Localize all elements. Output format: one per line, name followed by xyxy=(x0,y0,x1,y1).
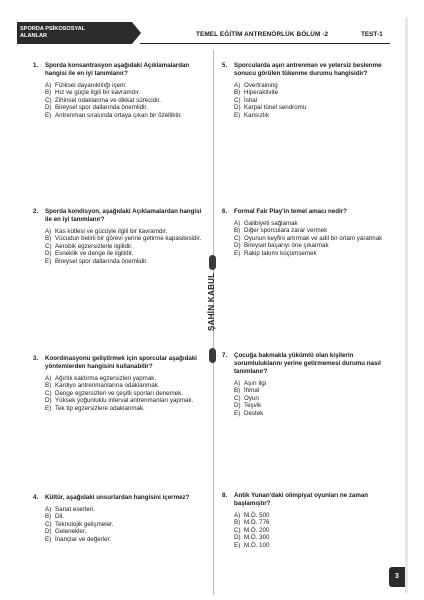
option-letter: D) xyxy=(45,250,52,258)
options-list xyxy=(222,380,392,417)
options-list xyxy=(33,82,203,119)
option-text: Tek tip egzersizlere odaklanmak. xyxy=(55,404,145,412)
option-text: Fiziksel dayanıklılığı içerir. xyxy=(55,82,127,89)
option-text: Oyun xyxy=(244,394,259,402)
option[interactable] xyxy=(45,235,203,242)
option-letter: C) xyxy=(45,242,52,250)
page-number: 3 xyxy=(389,567,405,587)
option[interactable] xyxy=(45,258,203,265)
option-letter: C) xyxy=(45,96,52,104)
option-letter: B) xyxy=(45,235,52,243)
question-8 xyxy=(222,492,392,549)
option-text: M.Ö. 500 xyxy=(244,512,270,519)
option-text: Zihinsel odaklanma ve dikkat sürecidir. xyxy=(55,96,161,104)
option[interactable] xyxy=(45,82,203,89)
option-text: Kardiyo antrenmanlarına odaklanmak. xyxy=(55,382,160,390)
option-text: Yüksek yoğunluklu interval antrenmanları yapmak. xyxy=(55,397,194,405)
question-text: Sporcularda aşırı antrenman ve yetersiz beslenme sonucu görülen tükenme durumu hangisidir? xyxy=(234,62,382,77)
question-number: 5. xyxy=(222,62,228,69)
option-letter: E) xyxy=(234,111,241,119)
option-letter: D) xyxy=(45,397,52,405)
option-text: Galibiyeti sağlamak xyxy=(244,220,298,227)
option-text: Bireysel spor dallarında önemlidir. xyxy=(55,257,148,265)
question-number: 3. xyxy=(33,355,39,362)
question-3 xyxy=(33,355,203,412)
options-list xyxy=(222,82,392,119)
question-number: 1. xyxy=(33,62,39,69)
option-letter: C) xyxy=(45,389,52,397)
option-text: Teşvik xyxy=(244,402,262,410)
option-text: Destek xyxy=(244,409,264,417)
option[interactable] xyxy=(234,250,392,257)
question-number: 8. xyxy=(222,492,228,499)
option[interactable] xyxy=(234,235,392,242)
option-text: Hız ve güçle ilgili bir kavramdır. xyxy=(55,89,141,97)
question-text: Koordinasyonu geliştirmek için sporcular aşağıdaki yöntemlerden hangisini kullanabilir? xyxy=(45,355,197,370)
option-text: Esneklik ve denge ile ilgilidir. xyxy=(55,250,134,258)
option-text: Overtraining xyxy=(244,82,278,89)
option-letter: E) xyxy=(45,535,52,543)
option-letter: A) xyxy=(234,380,241,387)
options-list xyxy=(33,228,203,265)
option[interactable] xyxy=(234,380,392,387)
option-letter: C) xyxy=(234,394,241,402)
option-letter: A) xyxy=(45,375,52,382)
option-letter: B) xyxy=(45,382,52,390)
option-letter: B) xyxy=(234,89,241,97)
option-letter: E) xyxy=(234,541,241,549)
option-text: İshal xyxy=(244,96,258,104)
option[interactable] xyxy=(234,97,392,104)
option-letter: C) xyxy=(234,234,241,242)
option[interactable] xyxy=(234,395,392,402)
option-text: Diğer sporculara zarar vermek xyxy=(244,227,328,235)
header-rule xyxy=(140,43,390,44)
question-text: Çocuğa bakmakla yükümlü olan kişilerin sorumluluklarını yerine getirmemesi durumu nasıl tanımlanır? xyxy=(234,352,381,375)
option-text: Teknolojik gelişmeler. xyxy=(55,520,114,528)
option[interactable] xyxy=(45,382,203,389)
option[interactable] xyxy=(234,227,392,234)
option-letter: B) xyxy=(234,227,241,235)
option[interactable] xyxy=(234,534,392,541)
option[interactable] xyxy=(45,112,203,119)
option-text: Kansızlık xyxy=(244,111,270,119)
option-letter: B) xyxy=(234,387,241,395)
option-text: M.Ö. 200 xyxy=(244,526,270,534)
option[interactable] xyxy=(234,242,392,249)
option-letter: D) xyxy=(234,242,241,250)
question-6 xyxy=(222,208,392,257)
option-text: M.Ö. 300 xyxy=(244,534,270,542)
option-text: Bireysel spor dallarında önemlidir. xyxy=(55,104,148,112)
option[interactable] xyxy=(234,89,392,96)
option[interactable] xyxy=(45,228,203,235)
option[interactable] xyxy=(45,243,203,250)
section-title-line1: SPORDA PSİKOSOSYAL xyxy=(20,26,86,32)
option-letter: E) xyxy=(234,249,241,257)
option-text: M.Ö. 776 xyxy=(244,519,270,527)
option[interactable] xyxy=(234,112,392,119)
options-list xyxy=(33,506,203,543)
option[interactable] xyxy=(45,536,203,543)
option-letter: A) xyxy=(45,228,52,235)
option-letter: E) xyxy=(45,404,52,412)
option-letter: E) xyxy=(234,409,241,417)
question-2 xyxy=(33,208,203,265)
question-1 xyxy=(33,62,203,119)
option-letter: C) xyxy=(234,96,241,104)
option-text: Dil. xyxy=(55,513,64,521)
options-list xyxy=(222,220,392,257)
section-title-line2: ALANLAR xyxy=(20,33,48,39)
option-letter: B) xyxy=(45,513,52,521)
option-letter: D) xyxy=(45,104,52,112)
option-letter: B) xyxy=(234,519,241,527)
option[interactable] xyxy=(234,542,392,549)
option-text: Aşırı ilgi xyxy=(244,380,267,387)
option-letter: D) xyxy=(234,534,241,542)
question-4 xyxy=(33,494,203,543)
option-text: M.Ö. 100 xyxy=(244,541,270,549)
option-text: Hiperaktivite xyxy=(244,89,279,97)
author-name: ŞAHİN KABUL xyxy=(207,272,216,331)
question-text: Sporda konsantrasyon aşağıdaki Açıklamalardan hangisi ile en iyi tanımlanır? xyxy=(45,62,190,77)
option[interactable] xyxy=(234,512,392,519)
section-banner xyxy=(17,22,132,44)
option[interactable] xyxy=(45,513,203,520)
option-letter: A) xyxy=(234,82,241,89)
option[interactable] xyxy=(45,397,203,404)
option[interactable] xyxy=(234,410,392,417)
option[interactable] xyxy=(45,89,203,96)
option[interactable] xyxy=(45,250,203,257)
section-banner-arrow xyxy=(132,22,141,44)
option-text: Bireysel başarıyı öne çıkarmak xyxy=(244,242,329,250)
question-7 xyxy=(222,352,392,417)
option-letter: D) xyxy=(234,402,241,410)
option[interactable] xyxy=(45,390,203,397)
option[interactable] xyxy=(234,527,392,534)
option[interactable] xyxy=(234,220,392,227)
options-list xyxy=(33,375,203,412)
divider-marker-bottom xyxy=(209,348,216,363)
option[interactable] xyxy=(45,104,203,111)
option-text: İnançlar ve değerler. xyxy=(55,535,112,543)
option-letter: B) xyxy=(45,89,52,97)
option-letter: E) xyxy=(45,111,52,119)
question-5 xyxy=(222,62,392,119)
question-text: Kültür, aşağıdaki unsurlardan hangisini içermez? xyxy=(45,494,190,501)
option-text: Ağırlık kaldırma egzersizleri yapmak. xyxy=(55,375,157,382)
option[interactable] xyxy=(234,104,392,111)
option-letter: A) xyxy=(45,82,52,89)
option-letter: E) xyxy=(45,257,52,265)
option-text: Vücudun belirli bir görevi yerine getirme kapasitesidir. xyxy=(55,235,202,243)
option-text: Gelenekler. xyxy=(55,528,87,536)
option-letter: C) xyxy=(45,520,52,528)
option[interactable] xyxy=(45,375,203,382)
options-list xyxy=(222,512,392,549)
option-letter: A) xyxy=(234,512,241,519)
option[interactable] xyxy=(234,82,392,89)
option-text: Rakip takımı küçümsemek xyxy=(244,249,317,257)
question-number: 6. xyxy=(222,208,228,215)
option-text: Oyunun keyfini artırmak ve adil bir ortam yaratmak xyxy=(244,234,383,242)
option[interactable] xyxy=(234,387,392,394)
page-edge-shadow xyxy=(405,17,408,593)
option[interactable] xyxy=(45,405,203,412)
option-text: Kas kütlesi ve gücüyle ilgili bir kavramdır. xyxy=(55,228,168,235)
option-letter: A) xyxy=(234,220,241,227)
question-text: Formal Fair Play'in temel amacı nedir? xyxy=(234,208,347,215)
option-letter: C) xyxy=(234,526,241,534)
option-text: Denge egzersizleri ve çeşitli sporları denemek. xyxy=(55,389,183,397)
option[interactable] xyxy=(45,521,203,528)
question-number: 4. xyxy=(33,494,39,501)
option-text: Sanat eserleri. xyxy=(55,506,95,513)
divider-marker-top xyxy=(209,255,216,270)
option[interactable] xyxy=(45,528,203,535)
option-text: Aerobik egzersizlerle ilgilidir. xyxy=(55,242,133,250)
question-text: Sporda kondisyon, aşağıdaki Açıklamalardan hangisi ile en iyi tanımlanır? xyxy=(45,208,202,223)
question-text: Antik Yunan'daki olimpiyat oyunları ne zaman başlamıştır? xyxy=(234,492,369,507)
option-letter: D) xyxy=(234,104,241,112)
option-letter: A) xyxy=(45,506,52,513)
question-number: 2. xyxy=(33,208,39,215)
option[interactable] xyxy=(234,402,392,409)
option[interactable] xyxy=(234,519,392,526)
header-title: TEMEL EĞİTİM ANTRENÖRLÜK BÖLÜM -2 xyxy=(196,31,329,38)
option-text: Karpal tünel sendromu xyxy=(244,104,307,112)
test-label: TEST-1 xyxy=(361,31,383,38)
option-text: Antrenman sırasında ortaya çıkan bir özelliktir. xyxy=(55,111,182,119)
option[interactable] xyxy=(45,506,203,513)
option-letter: D) xyxy=(45,528,52,536)
option[interactable] xyxy=(45,97,203,104)
question-number: 7. xyxy=(222,352,228,359)
option-text: İhmal xyxy=(244,387,260,395)
